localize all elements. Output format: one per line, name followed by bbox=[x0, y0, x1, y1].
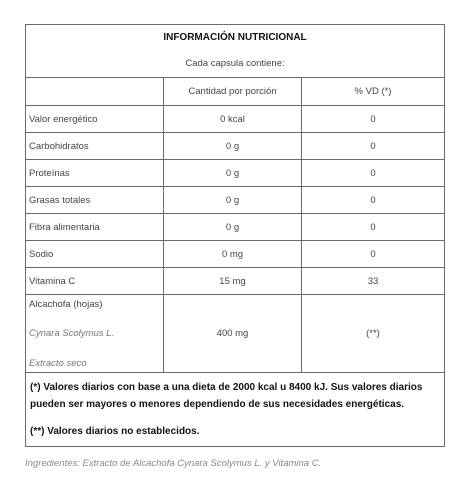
table-row bbox=[26, 133, 445, 160]
nutrient-amount: 0 kcal bbox=[164, 106, 302, 133]
table-row bbox=[26, 187, 445, 214]
nutrient-dv: 33 bbox=[302, 268, 445, 295]
nutrient-dv: 0 bbox=[302, 241, 445, 268]
nutrient-name: Carbohidratos bbox=[26, 133, 164, 160]
nutrient-amount: 0 g bbox=[164, 133, 302, 160]
header-empty-cell bbox=[26, 78, 164, 106]
nutrient-name: Grasas totales bbox=[26, 187, 164, 214]
nutrient-name: Vitamina C bbox=[26, 268, 164, 295]
nutrient-amount: 0 g bbox=[164, 214, 302, 241]
nutrient-name: Fibra alimentaria bbox=[26, 214, 164, 241]
nutrient-dv: 0 bbox=[302, 187, 445, 214]
daily-values-note: (*) Valores diarios con base a una dieta de 2000 kcal u 8400 kJ. Sus valores diarios pueden ser mayores o menores dependiendo de sus necesidades energéticas. bbox=[30, 382, 423, 410]
artichoke-scientific-name: Cynara Scolymus L. bbox=[29, 328, 115, 339]
artichoke-name: Alcachofa (hojas) bbox=[29, 298, 103, 310]
nutrient-amount: 0 g bbox=[164, 187, 302, 214]
header-amount: Cantidad por porción bbox=[164, 78, 302, 106]
table-row bbox=[26, 241, 445, 268]
table-row bbox=[26, 268, 445, 295]
artichoke-form: Extracto seco bbox=[29, 357, 87, 369]
nutrient-dv: 0 bbox=[302, 214, 445, 241]
nutrient-dv: 0 bbox=[302, 133, 445, 160]
notes-row bbox=[26, 373, 445, 447]
ingredients-text: Ingredientes: Extracto de Alcachofa Cynara Scolymus L. y Vitamina C. bbox=[25, 458, 322, 469]
header-dv: % VD (*) bbox=[302, 78, 445, 106]
nutrient-name: Valor energético bbox=[26, 106, 164, 133]
notes-cell bbox=[26, 373, 445, 447]
header-row bbox=[26, 78, 445, 106]
nutrient-amount: 0 mg bbox=[164, 241, 302, 268]
artichoke-name-cell bbox=[26, 295, 164, 373]
table-title: INFORMACIÓN NUTRICIONAL bbox=[26, 25, 445, 51]
artichoke-dv: (**) bbox=[302, 295, 445, 373]
nutrient-amount: 15 mg bbox=[164, 268, 302, 295]
table-row bbox=[26, 160, 445, 187]
nutrient-dv: 0 bbox=[302, 106, 445, 133]
nutrient-name: Proteínas bbox=[26, 160, 164, 187]
artichoke-amount: 400 mg bbox=[164, 295, 302, 373]
nutrition-table bbox=[25, 24, 445, 447]
subtitle-row bbox=[26, 50, 445, 78]
not-established-note: (**) Valores diarios no establecidos. bbox=[30, 426, 200, 437]
table-row bbox=[26, 214, 445, 241]
artichoke-row bbox=[26, 295, 445, 373]
nutrient-name: Sodio bbox=[26, 241, 164, 268]
nutrient-amount: 0 g bbox=[164, 160, 302, 187]
nutrition-table-container bbox=[25, 24, 444, 447]
table-subtitle: Cada capsula contiene: bbox=[26, 50, 445, 78]
nutrient-dv: 0 bbox=[302, 160, 445, 187]
table-row bbox=[26, 106, 445, 133]
title-row bbox=[26, 25, 445, 51]
